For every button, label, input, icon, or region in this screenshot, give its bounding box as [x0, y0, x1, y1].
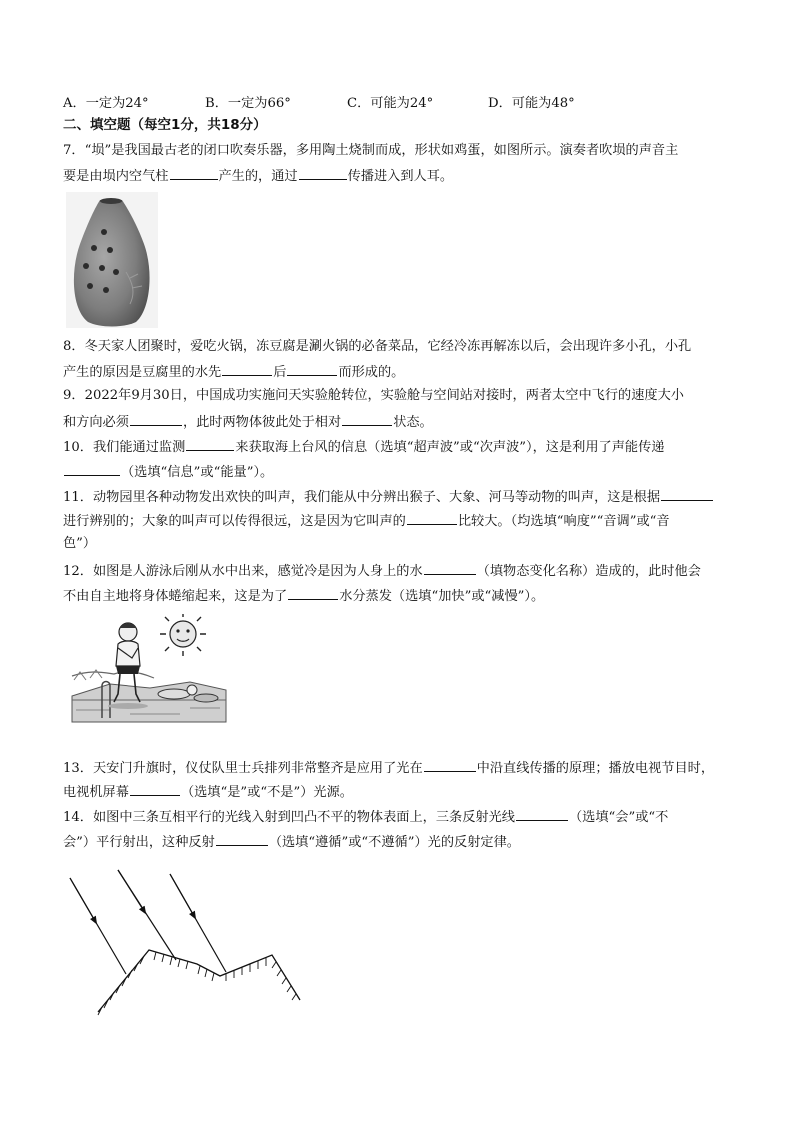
q12-line1: 12．如图是人游泳后刚从水中出来，感觉冷是因为人身上的水 （填物态变化名称）造成的，此时他会 [63, 561, 701, 581]
answer-blank[interactable] [64, 462, 120, 476]
q13-line1: 13．天安门升旗时，仪仗队里士兵排列非常整齐是应用了光在 中沿直线传播的原理；播放电视节目时， [63, 758, 714, 778]
answer-blank[interactable] [130, 782, 180, 796]
answer-blank[interactable] [424, 758, 476, 772]
answer-blank[interactable] [661, 487, 713, 501]
q10-line1: 10．我们能通过监测 来获取海上台风的信息（选填“超声波”或“次声波”），这是利用了声能传递 [63, 437, 664, 457]
q14-line2: 会”）平行射出，这种反射 （选填“遵循”或“不遵循”）光的反射定律。 [63, 832, 520, 852]
answer-blank[interactable] [424, 561, 476, 575]
option-b: B．一定为66° [205, 96, 291, 111]
q13-line2: 电视机屏幕 （选填“是”或“不是”）光源。 [63, 782, 353, 802]
answer-blank[interactable] [287, 362, 337, 376]
q7-line2: 要是由埙内空气柱 产生的，通过 传播进入到人耳。 [63, 166, 453, 186]
diffuse-reflection-diagram [64, 864, 314, 1024]
q12-line2: 不由自主地将身体蜷缩起来，这是为了 水分蒸发（选填“加快”或“减慢”）。 [63, 586, 544, 606]
q9-line1: 9．2022年9月30日，中国成功实施问天实验舱转位，实验舱与空间站对接时，两者太空中飞行的速度大小 [63, 388, 684, 403]
q9-line2: 和方向必须 ，此时两物体彼此处于相对 状态。 [63, 412, 433, 432]
answer-blank[interactable] [516, 807, 568, 821]
q7-line1: 7．“埙”是我国最古老的闭口吹奏乐器，多用陶土烧制而成，形状如鸡蛋，如图所示。演奏者吹埙的声音主 [63, 143, 679, 158]
surface-hatching [98, 952, 296, 1015]
answer-blank[interactable] [288, 586, 338, 600]
q11-line2: 进行辨别的；大象的叫声可以传得很远，这是因为它叫声的 比较大。（均选填“响度”“音调”或“音 [63, 511, 670, 531]
q8-line1: 8．冬天家人团聚时，爱吃火锅，冻豆腐是涮火锅的必备菜品，它经冷冻再解冻以后，会出现许多小孔，小孔 [63, 339, 692, 354]
answer-blank[interactable] [342, 412, 392, 426]
answer-blank[interactable] [216, 832, 268, 846]
answer-blank[interactable] [407, 511, 457, 525]
xun-ocarina-image [66, 192, 158, 328]
option-a: A．一定为24° [63, 96, 149, 111]
answer-blank[interactable] [186, 437, 234, 451]
q10-line2: （选填“信息”或“能量”）。 [63, 462, 273, 482]
q8-line2: 产生的原因是豆腐里的水先 后 而形成的。 [63, 362, 404, 382]
option-d: D．可能为48° [488, 96, 575, 111]
answer-blank[interactable] [170, 166, 218, 180]
answer-blank[interactable] [299, 166, 347, 180]
option-c: C．可能为24° [347, 96, 434, 111]
q14-line1: 14．如图中三条互相平行的光线入射到凹凸不平的物体表面上，三条反射光线 （选填“会”或“不 [63, 807, 668, 827]
answer-blank[interactable] [222, 362, 272, 376]
swimmer-cold-illustration [70, 614, 228, 726]
answer-blank[interactable] [130, 412, 182, 426]
section-title: 二、填空题（每空1分，共18分） [63, 117, 267, 133]
q11-line1: 11．动物园里各种动物发出欢快的叫声，我们能从中分辨出猴子、大象、河马等动物的叫声，这是根据 [63, 487, 714, 507]
q11-line3: 色”） [63, 536, 97, 551]
